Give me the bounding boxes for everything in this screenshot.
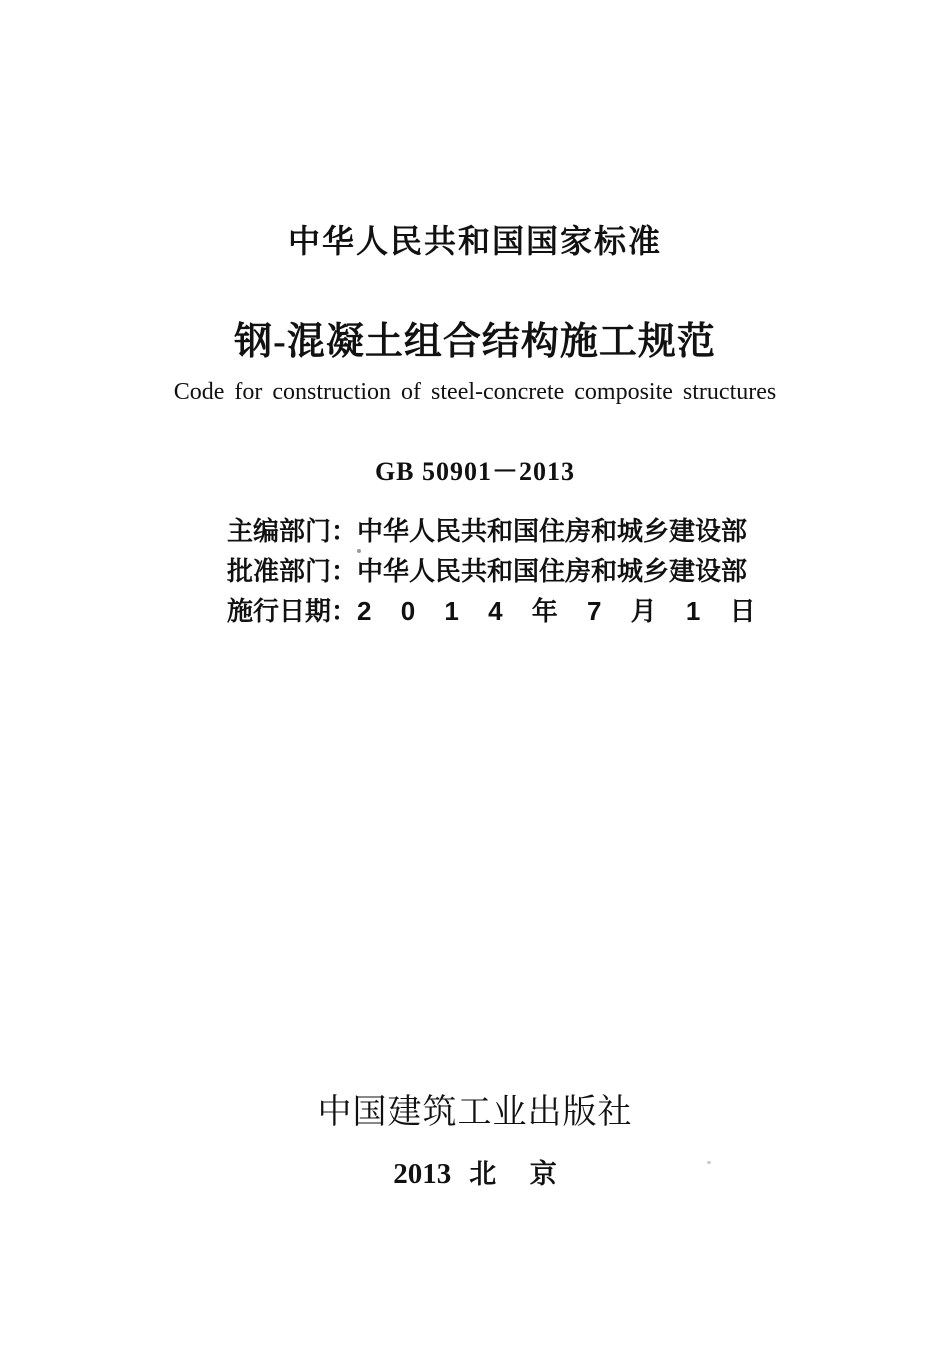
approval-department-label: 批准部门： (227, 556, 358, 586)
standard-number: GB 50901－2013 (374, 457, 576, 486)
imprint-line (0, 1152, 950, 1191)
imprint-year: 2013 (393, 1158, 452, 1190)
publisher-name: 中国建筑工业出版社 (317, 1094, 633, 1131)
chief-editor-line (227, 511, 747, 551)
chief-editor-value: 中华人民共和国住房和城乡建设部 (357, 516, 748, 546)
approval-department-value: 中华人民共和国住房和城乡建设部 (357, 556, 748, 586)
effective-date-label: 施行日期： (227, 596, 358, 626)
approval-department-line (227, 551, 747, 591)
scan-speck (707, 1161, 711, 1164)
standard-title-english: Code for construction of steel-concrete composite structures (173, 379, 777, 405)
chief-editor-label: 主编部门： (227, 516, 358, 546)
publication-info-block (227, 511, 756, 631)
standard-series-heading: 中华人民共和国国家标准 (287, 223, 662, 259)
effective-date-line (227, 591, 756, 631)
scan-speck (357, 549, 361, 553)
imprint-city: 北 京 (469, 1159, 557, 1189)
standard-title-chinese: 钢-混凝土组合结构施工规范 (234, 321, 716, 363)
effective-date-value: 2 0 1 4 年 7 月 1 日 (357, 596, 756, 626)
